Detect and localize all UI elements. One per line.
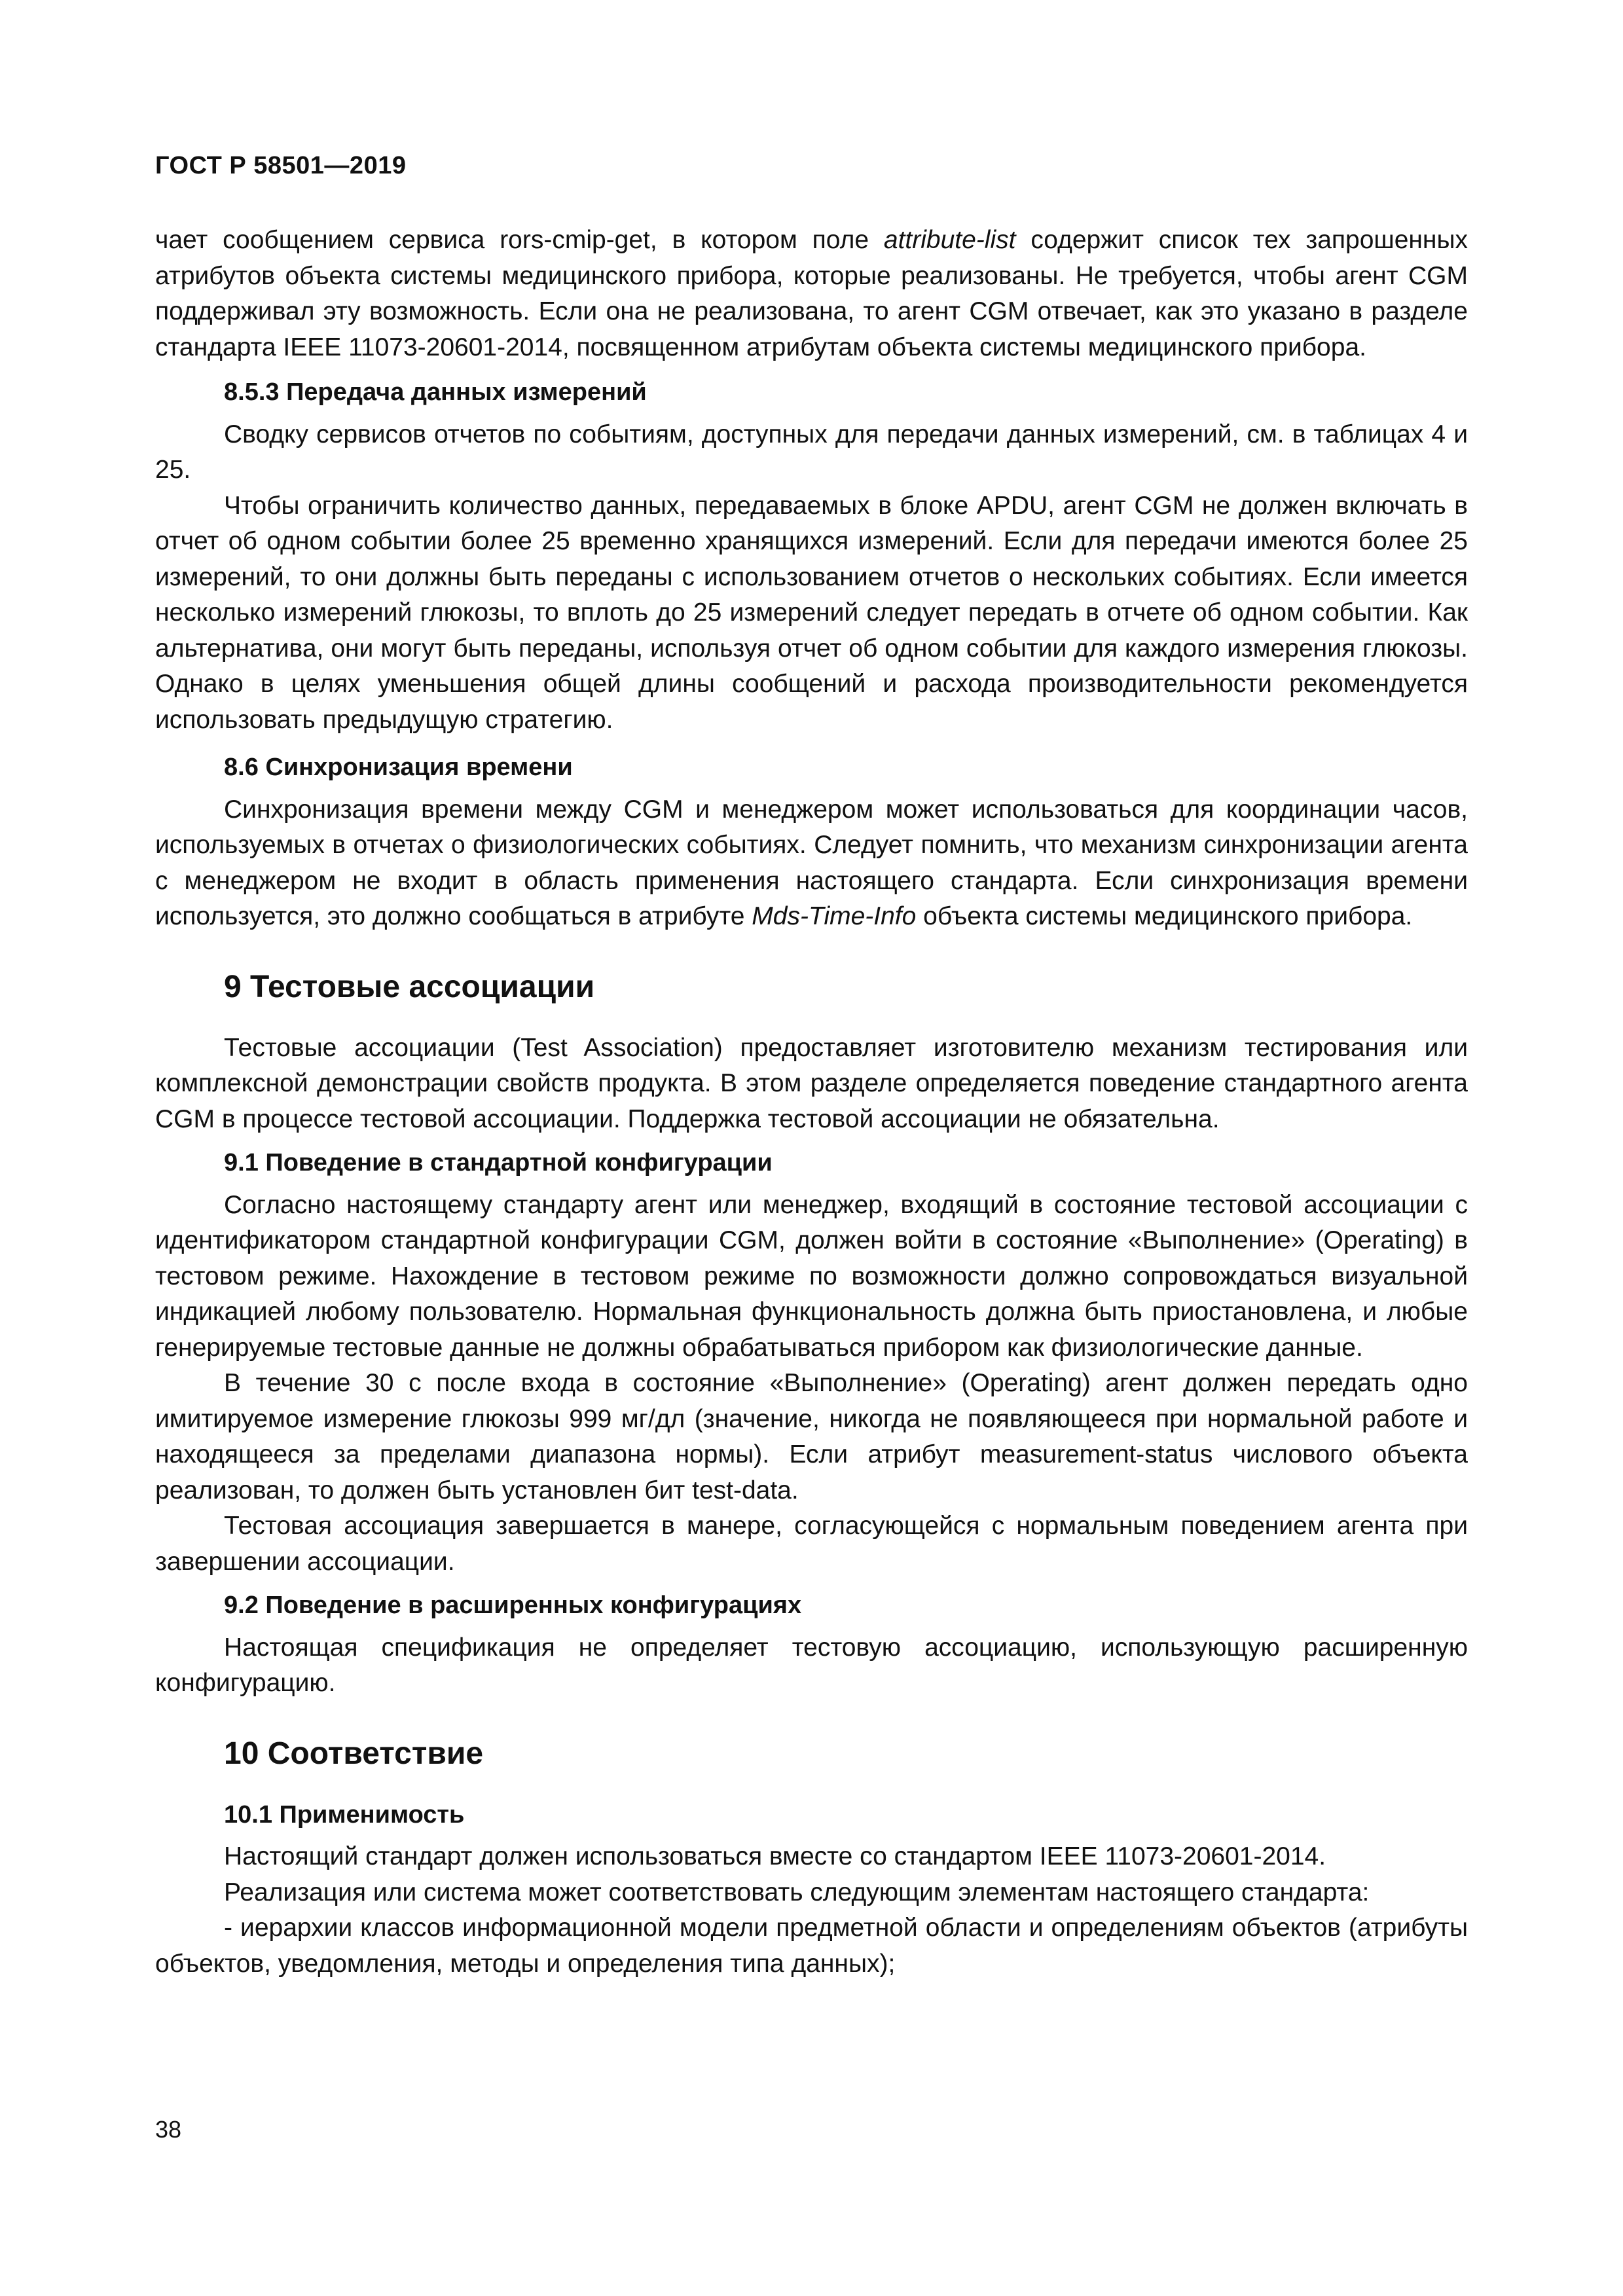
paragraph-text: объекта системы медицинского прибора.: [916, 902, 1413, 930]
paragraph: Чтобы ограничить количество данных, передаваемых в блоке APDU, агент CGM не должен включать в отчет об одном событии более 25 временно хранящихся измерений. Если для передачи имеются более 25 измерений, то они должны быть переданы с использованием отчетов о нескольких событиях. Если имеется несколько измерений глюкозы, то вплоть до 25 измерений следует передать в отчете об одном событии. Как альтернатива, они могут быть переданы, используя отчет об одном событии для каждого измерения глюкозы. Однако в целях уменьшения общей длины сообщений и расхода производительности рекомендуется использовать предыдущую стратегию.: [155, 491, 1468, 734]
paragraph: [155, 223, 1468, 365]
section-heading: 10.1 Применимость: [224, 1800, 465, 1829]
section-heading: 8.5.3 Передача данных измерений: [224, 378, 647, 406]
section-heading: 9.1 Поведение в стандартной конфигурации: [224, 1149, 773, 1176]
document-header: ГОСТ Р 58501—2019: [155, 152, 407, 179]
paragraph: [155, 792, 1468, 935]
chapter-heading: 9 Тестовые ассоциации: [224, 969, 595, 1004]
paragraph-emphasis: Mds-Time-Info: [752, 902, 917, 930]
section-heading: 9.2 Поведение в расширенных конфигурациях: [224, 1592, 802, 1619]
paragraph: Реализация или система может соответствовать следующим элементам настоящего стандарта:: [224, 1878, 1370, 1906]
paragraph: Тестовая ассоциация завершается в манере, согласующейся с нормальным поведением агента при завершении ассоциации.: [155, 1512, 1468, 1576]
paragraph: Тестовые ассоциации (Test Association) предоставляет изготовителю механизм тестирования или комплексной демонстрации свойств продукта. В этом разделе определяется поведение стандартного агента CGM в процессе тестовой ассоциации. Поддержка тестовой ассоциации не обязательна.: [155, 1033, 1468, 1133]
page-content: [155, 223, 1468, 1982]
paragraph-text: Синхронизация времени между CGM и менеджером может использоваться для координации часов, используемых в отчетах о физиологических событиях. Следует помнить, что механизм синхронизации агента с менеджером не входит в область применения настоящего стандарта. Если синхронизация времени используется, это должно сообщаться в атрибуте: [155, 795, 1468, 930]
chapter-heading: 10 Соответствие: [224, 1736, 484, 1771]
paragraph: Согласно настоящему стандарту агент или менеджер, входящий в состояние тестовой ассоциации с идентификатором стандартной конфигурации CGM, должен войти в состояние «Выполнение» (Operating) в тестовом режиме. Нахождение в тестовом режиме по возможности должно сопровождаться визуальной индикацией любому пользователю. Нормальная функциональность должна быть приостановлена, и любые генерируемые тестовые данные не должны обрабатываться прибором как физиологические данные.: [155, 1190, 1468, 1362]
paragraph: Настоящая спецификация не определяет тестовую ассоциацию, использующую расширенную конфигурацию.: [155, 1633, 1468, 1697]
list-item: - иерархии классов информационной модели предметной области и определениям объектов (атрибуты объектов, уведомления, методы и определения типа данных);: [155, 1914, 1468, 1978]
paragraph-emphasis: attribute-list: [883, 226, 1016, 254]
paragraph: Сводку сервисов отчетов по событиям, доступных для передачи данных измерений, см. в таблицах 4 и 25.: [155, 420, 1468, 484]
paragraph: Настоящий стандарт должен использоваться вместе со стандартом IEEE 11073-20601-2014.: [224, 1842, 1326, 1870]
paragraph-text: чает сообщением сервиса rors-cmip-get, в котором поле: [155, 226, 884, 254]
paragraph: В течение 30 с после входа в состояние «Выполнение» (Operating) агент должен передать одно имитируемое измерение глюкозы 999 мг/дл (значение, никогда не появляющееся при нормальной работе и находящееся за пределами диапазона нормы). Если атрибут measurement-status числового объекта реализован, то должен быть установлен бит test-data.: [155, 1369, 1468, 1504]
page-number: 38: [155, 2116, 182, 2143]
section-heading: 8.6 Синхронизация времени: [224, 754, 573, 781]
paragraph-text: содержит список тех запрошенных атрибутов объекта системы медицинского прибора, которые реализованы. Не требуется, чтобы агент CGM поддерживал эту возможность. Если она не реализована, то агент CGM отвечает, как это указано в разделе стандарта IEEE 11073-20601-2014, посвященном атрибутам объекта системы медицинского прибора.: [155, 226, 1468, 361]
